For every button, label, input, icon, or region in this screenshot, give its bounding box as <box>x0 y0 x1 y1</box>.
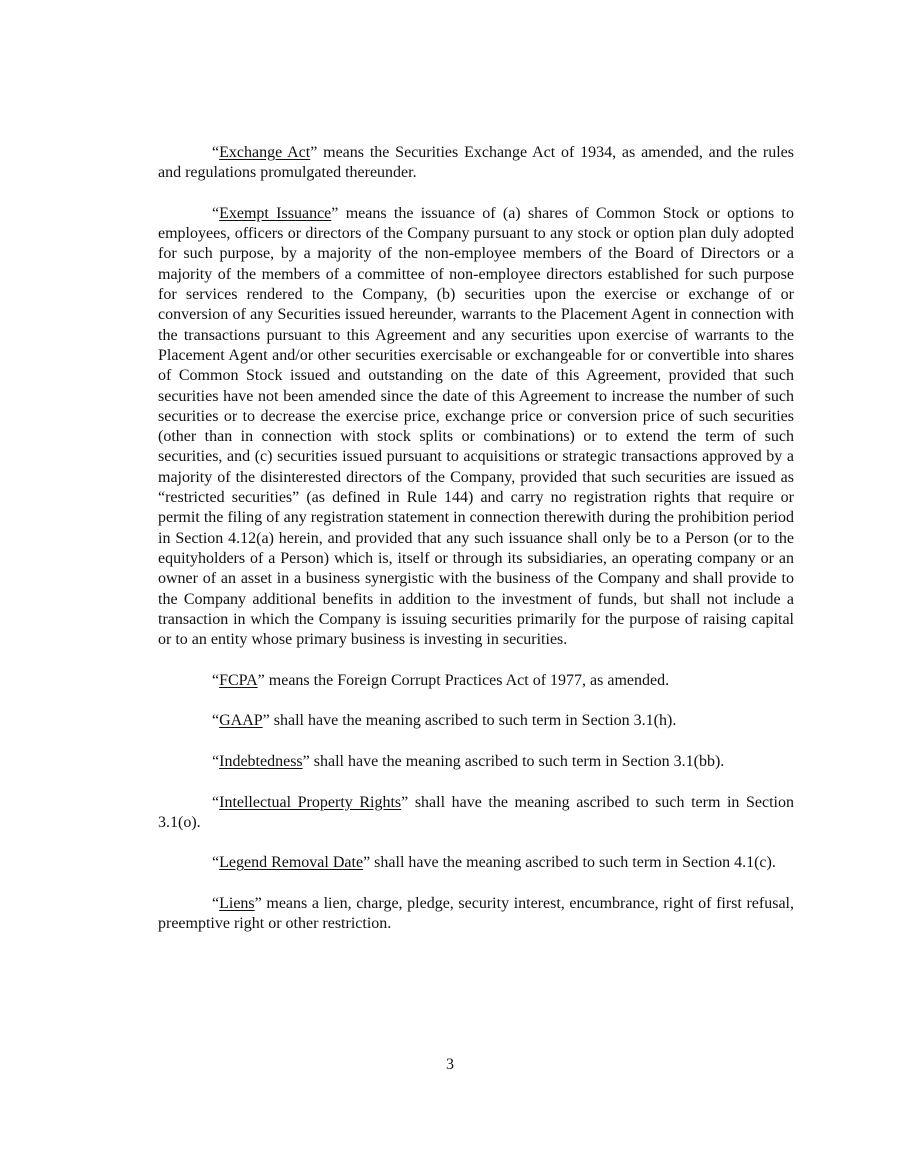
defined-term: Exchange Act <box>219 144 311 161</box>
definition-exempt-issuance <box>158 204 794 651</box>
defined-term: Exempt Issuance <box>219 204 332 222</box>
open-quote: “ <box>212 854 220 872</box>
definition-text: ” means a lien, charge, pledge, security interest, encumbrance, right of first refusal, preemptive right or other restriction. <box>158 894 794 933</box>
definition-text: ” shall have the meaning ascribed to such term in Section 4.1(c). <box>363 854 776 872</box>
defined-term: Liens <box>219 894 255 912</box>
definition-liens <box>158 894 794 935</box>
open-quote: “ <box>212 144 220 161</box>
definition-fcpa <box>158 671 794 691</box>
open-quote: “ <box>212 793 220 811</box>
definition-text: ” shall have the meaning ascribed to such term in Section 3.1(h). <box>262 712 677 730</box>
page-number: 3 <box>446 1056 454 1073</box>
definition-intellectual-property-rights <box>158 793 794 834</box>
definition-text: ” shall have the meaning ascribed to such term in Section 3.1(bb). <box>302 752 725 770</box>
definition-indebtedness <box>158 752 794 772</box>
definition-gaap <box>158 711 794 731</box>
defined-term: Legend Removal Date <box>219 854 364 872</box>
definition-text: ” means the Securities Exchange Act of 1934, as amended, and the rules and regulations promulgated thereunder. <box>158 144 794 182</box>
open-quote: “ <box>212 752 220 770</box>
definition-legend-removal-date <box>158 853 794 873</box>
definition-exchange-act <box>158 143 794 184</box>
defined-term: Indebtedness <box>219 752 303 770</box>
definitions-section <box>158 143 794 955</box>
definition-text: ” means the issuance of (a) shares of Common Stock or options to employees, officers or directors of the Company pursuant to any stock or option plan duly adopted for such purpose, by a majority of the non-employee members of the Board of Directors or a majority of the members of a committee of non-employee directors established for such purpose for services rendered to the Company, (b) securities upon the exercise or exchange of or conversion of any Securities issued hereunder, warrants to the Placement Agent in connection with the transactions pursuant to this Agreement and any securities upon exercise of warrants to the Placement Agent and/or other securities exercisable or exchangeable for or convertible into shares of Common Stock issued and outstanding on the date of this Agreement, provided that such securities have not been amended since the date of this Agreement to increase the number of such securities or to decrease the exercise price, exchange price or conversion price of such securities (other than in connection with stock splits or combinations) or to extend the term of such securities, and (c) securities issued pursuant to acquisitions or strategic transactions approved by a majority of the disinterested directors of the Company, provided that such securities are issued as “restricted securities” (as defined in Rule 144) and carry no registration rights that require or permit the filing of any registration statement in connection therewith during the prohibition period in Section 4.12(a) herein, and provided that any such issuance shall only be to a Person (or to the equityholders of a Person) which is, itself or through its subsidiaries, an operating company or an owner of an asset in a business synergistic with the business of the Company and shall provide to the Company additional benefits in addition to the investment of funds, but shall not include a transaction in which the Company is issuing securities primarily for the purpose of raising capital or to an entity whose primary business is investing in securities. <box>158 204 794 649</box>
defined-term: FCPA <box>219 671 258 689</box>
definition-text: ” shall have the meaning ascribed to such term in Section 3.1(o). <box>158 793 794 831</box>
open-quote: “ <box>212 671 220 689</box>
defined-term: GAAP <box>219 712 263 730</box>
defined-term: Intellectual Property Rights <box>219 793 402 811</box>
open-quote: “ <box>212 204 220 222</box>
open-quote: “ <box>212 894 220 912</box>
open-quote: “ <box>212 712 220 730</box>
definition-text: ” means the Foreign Corrupt Practices Act of 1977, as amended. <box>257 671 670 689</box>
